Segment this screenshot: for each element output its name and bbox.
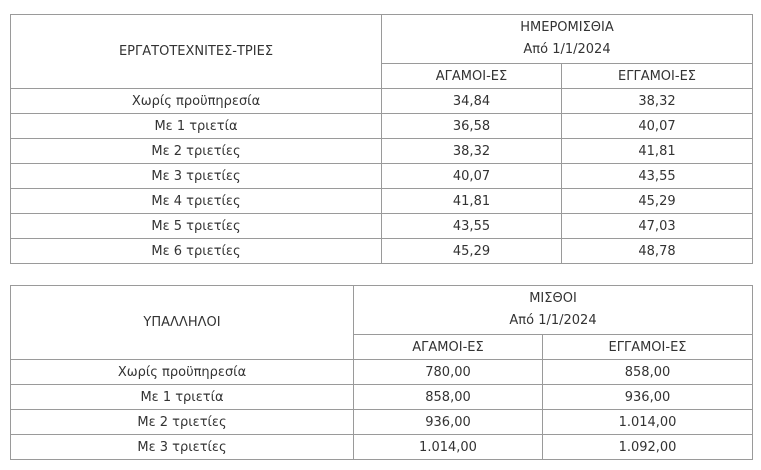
category-header: ΥΠΑΛΛΗΛΟΙ (11, 286, 354, 360)
daily-wages-table (10, 14, 753, 264)
single-value: 936,00 (354, 410, 543, 435)
row-label: Με 3 τριετίες (11, 164, 382, 189)
effective-date: Από 1/1/2024 (523, 42, 611, 57)
married-value: 1.014,00 (543, 410, 753, 435)
column-header-married: ΕΓΓΑΜΟΙ-ΕΣ (562, 64, 753, 89)
row-label: Χωρίς προϋπηρεσία (11, 89, 382, 114)
single-value: 41,81 (382, 189, 562, 214)
group-title: ΜΙΣΘΟΙ (529, 291, 577, 306)
single-value: 38,32 (382, 139, 562, 164)
table-row (11, 239, 753, 264)
row-label: Με 4 τριετίες (11, 189, 382, 214)
single-value: 858,00 (354, 385, 543, 410)
table-row (11, 410, 753, 435)
married-value: 41,81 (562, 139, 753, 164)
group-title: ΗΜΕΡΟΜΙΣΘΙΑ (520, 20, 614, 35)
column-header-single: ΑΓΑΜΟΙ-ΕΣ (382, 64, 562, 89)
single-value: 36,58 (382, 114, 562, 139)
effective-date: Από 1/1/2024 (509, 313, 597, 328)
row-label: Με 3 τριετίες (11, 435, 354, 460)
single-value: 1.014,00 (354, 435, 543, 460)
table-row (11, 385, 753, 410)
group-header (354, 286, 753, 335)
row-label: Χωρίς προϋπηρεσία (11, 360, 354, 385)
married-value: 38,32 (562, 89, 753, 114)
married-value: 43,55 (562, 164, 753, 189)
column-header-married: ΕΓΓΑΜΟΙ-ΕΣ (543, 335, 753, 360)
married-value: 45,29 (562, 189, 753, 214)
married-value: 47,03 (562, 214, 753, 239)
married-value: 858,00 (543, 360, 753, 385)
row-label: Με 2 τριετίες (11, 139, 382, 164)
group-header (382, 15, 753, 64)
married-value: 40,07 (562, 114, 753, 139)
married-value: 48,78 (562, 239, 753, 264)
single-value: 43,55 (382, 214, 562, 239)
row-label: Με 2 τριετίες (11, 410, 354, 435)
row-label: Με 1 τριετία (11, 385, 354, 410)
table-row (11, 189, 753, 214)
table-row (11, 214, 753, 239)
table-row (11, 139, 753, 164)
row-label: Με 5 τριετίες (11, 214, 382, 239)
row-label: Με 1 τριετία (11, 114, 382, 139)
single-value: 780,00 (354, 360, 543, 385)
table-row (11, 89, 753, 114)
married-value: 1.092,00 (543, 435, 753, 460)
married-value: 936,00 (543, 385, 753, 410)
table-row (11, 164, 753, 189)
table-row (11, 114, 753, 139)
category-header: ΕΡΓΑΤΟΤΕΧΝΙΤΕΣ-ΤΡΙΕΣ (11, 15, 382, 89)
table-row (11, 360, 753, 385)
row-label: Με 6 τριετίες (11, 239, 382, 264)
table-row (11, 435, 753, 460)
single-value: 45,29 (382, 239, 562, 264)
single-value: 40,07 (382, 164, 562, 189)
monthly-salaries-table (10, 285, 753, 460)
column-header-single: ΑΓΑΜΟΙ-ΕΣ (354, 335, 543, 360)
single-value: 34,84 (382, 89, 562, 114)
